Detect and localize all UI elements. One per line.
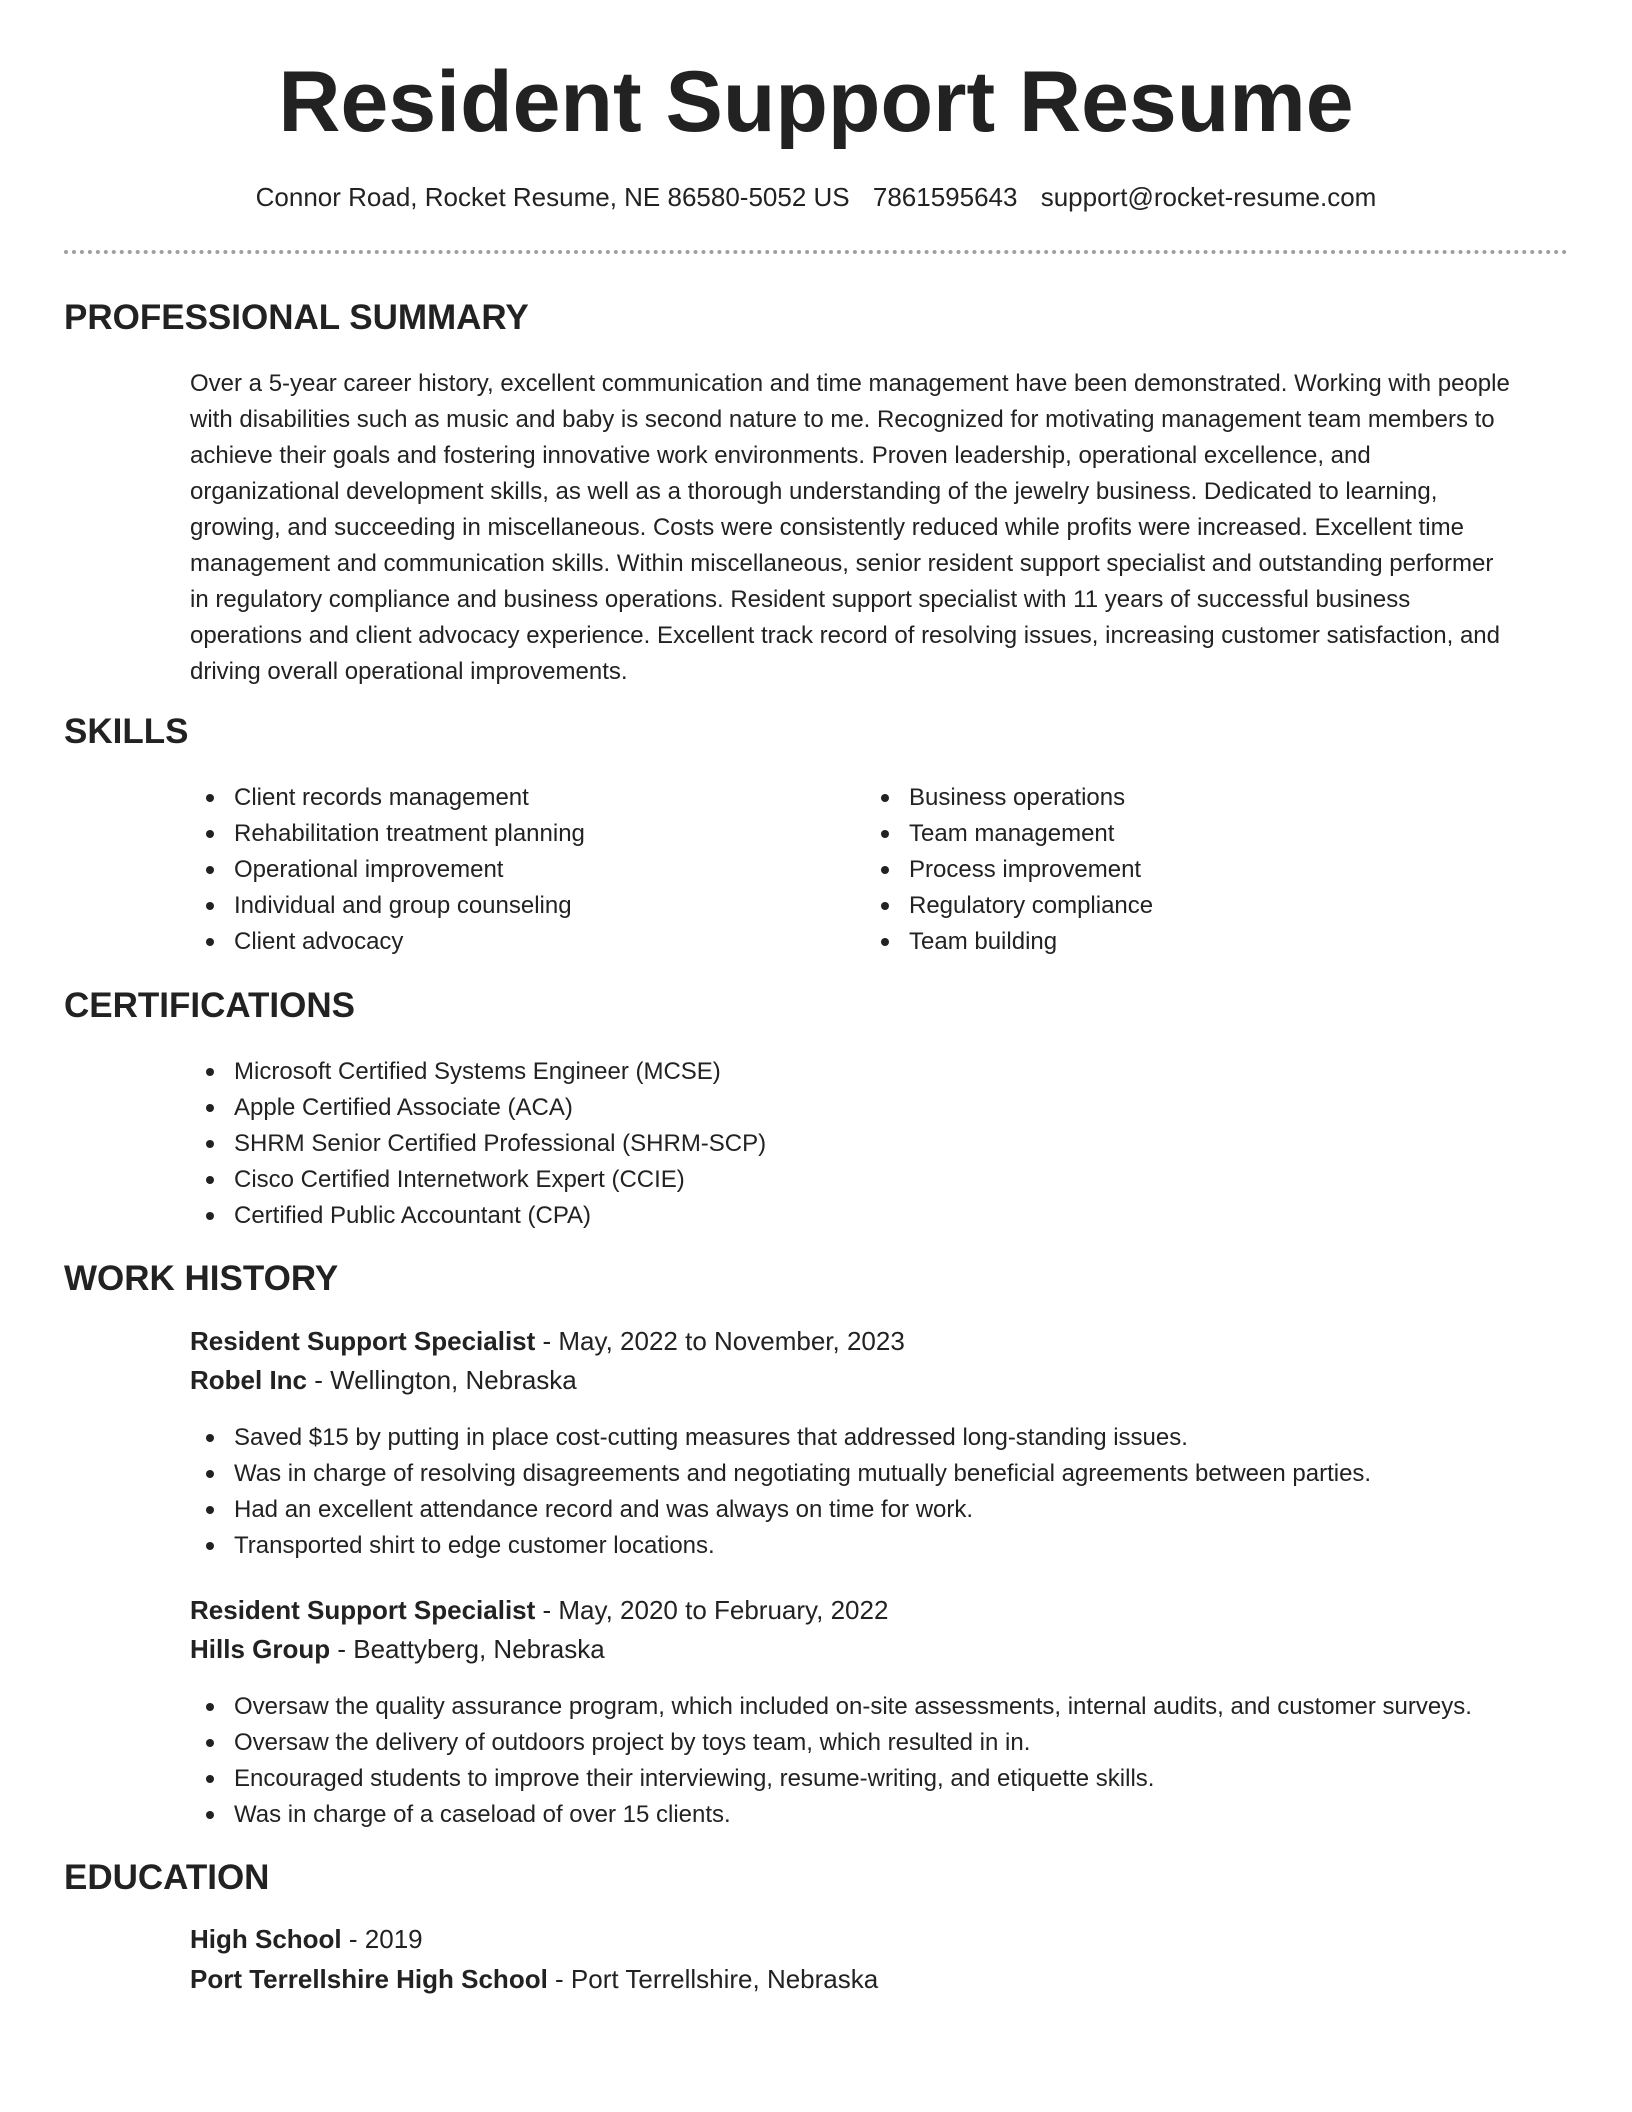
certification-item: Microsoft Certified Systems Engineer (MCSE) — [190, 1054, 1490, 1090]
skills-list-left — [190, 780, 830, 960]
certification-item: Apple Certified Associate (ACA) — [190, 1090, 1490, 1126]
skill-item: Business operations — [865, 780, 1505, 816]
skill-item: Client advocacy — [190, 924, 830, 960]
certification-item: SHRM Senior Certified Professional (SHRM-SCP) — [190, 1126, 1490, 1162]
job-dates: - May, 2020 to February, 2022 — [535, 1595, 889, 1625]
job-bullet: Transported shirt to edge customer locations. — [190, 1528, 1570, 1564]
job-bullets — [190, 1689, 1570, 1833]
job-bullet: Encouraged students to improve their interviewing, resume-writing, and etiquette skills. — [190, 1761, 1570, 1797]
skill-item: Operational improvement — [190, 852, 830, 888]
summary-line: growing, and succeeding in miscellaneous. Costs were consistently reduced while profits were increased. Excellent time — [190, 514, 1464, 541]
job-bullet: Was in charge of resolving disagreements and negotiating mutually beneficial agreements between parties. — [190, 1456, 1570, 1492]
summary-heading: PROFESSIONAL SUMMARY — [64, 298, 529, 337]
education-degree: High School — [190, 1924, 342, 1954]
job-bullet: Was in charge of a caseload of over 15 clients. — [190, 1797, 1570, 1833]
certification-item: Certified Public Accountant (CPA) — [190, 1198, 1490, 1234]
summary-line: management and communication skills. Within miscellaneous, senior resident support specialist and outstanding performer — [190, 550, 1494, 577]
education-school-line — [190, 1961, 878, 1997]
job-bullet: Oversaw the delivery of outdoors project by toys team, which resulted in in. — [190, 1725, 1570, 1761]
summary-line: organizational development skills, as well as a thorough understanding of the jewelry business. Dedicated to learning, — [190, 478, 1438, 505]
contact-email: support@rocket-resume.com — [1040, 182, 1377, 212]
header-divider — [64, 250, 1568, 254]
work-history-heading: WORK HISTORY — [64, 1259, 339, 1298]
skills-list-right — [865, 780, 1505, 960]
job-bullet: Oversaw the quality assurance program, which included on-site assessments, internal audits, and customer surveys. — [190, 1689, 1570, 1725]
job-location: - Beattyberg, Nebraska — [330, 1634, 605, 1664]
job-bullet: Saved $15 by putting in place cost-cutting measures that addressed long-standing issues. — [190, 1420, 1570, 1456]
job-dates: - May, 2022 to November, 2023 — [535, 1326, 905, 1356]
summary-line: Over a 5-year career history, excellent communication and time management have been demonstrated. Working with people — [190, 370, 1510, 397]
education-location: - Port Terrellshire, Nebraska — [547, 1964, 879, 1994]
education-school: Port Terrellshire High School — [190, 1964, 548, 1994]
skill-item: Team building — [865, 924, 1505, 960]
job-title-line — [190, 1323, 905, 1359]
contact-address: Connor Road, Rocket Resume, NE 86580-5052 US — [255, 182, 850, 212]
education-heading: EDUCATION — [64, 1858, 270, 1897]
resume-title: Resident Support Resume — [278, 54, 1354, 150]
summary-line: with disabilities such as music and baby is second nature to me. Recognized for motivating management team members to — [190, 406, 1495, 433]
summary-line: driving overall operational improvements. — [190, 658, 628, 685]
education-year: - 2019 — [341, 1924, 423, 1954]
job-title: Resident Support Specialist — [190, 1595, 536, 1625]
summary-line: in regulatory compliance and business operations. Resident support specialist with 11 years of successful business — [190, 586, 1411, 613]
job-company: Hills Group — [190, 1634, 331, 1664]
skill-item: Team management — [865, 816, 1505, 852]
certifications-list — [190, 1054, 1490, 1234]
education-degree-line — [190, 1921, 423, 1957]
job-bullet: Had an excellent attendance record and was always on time for work. — [190, 1492, 1570, 1528]
contact-phone: 7861595643 — [872, 182, 1018, 212]
skill-item: Client records management — [190, 780, 830, 816]
skill-item: Rehabilitation treatment planning — [190, 816, 830, 852]
summary-line: operations and client advocacy experience. Excellent track record of resolving issues, increasing customer satisfaction, and — [190, 622, 1501, 649]
job-title: Resident Support Specialist — [190, 1326, 536, 1356]
skill-item: Regulatory compliance — [865, 888, 1505, 924]
summary-line: achieve their goals and fostering innovative work environments. Proven leadership, operational excellence, and — [190, 442, 1371, 469]
contact-line — [0, 180, 1632, 214]
skill-item: Individual and group counseling — [190, 888, 830, 924]
job-company-line — [190, 1362, 577, 1398]
job-company-line — [190, 1631, 605, 1667]
skills-heading: SKILLS — [64, 712, 189, 751]
certifications-heading: CERTIFICATIONS — [64, 986, 356, 1025]
job-bullets — [190, 1420, 1570, 1564]
summary-text — [190, 366, 1570, 690]
job-title-line — [190, 1592, 888, 1628]
job-company: Robel Inc — [190, 1365, 308, 1395]
job-location: - Wellington, Nebraska — [307, 1365, 577, 1395]
certification-item: Cisco Certified Internetwork Expert (CCIE) — [190, 1162, 1490, 1198]
skill-item: Process improvement — [865, 852, 1505, 888]
